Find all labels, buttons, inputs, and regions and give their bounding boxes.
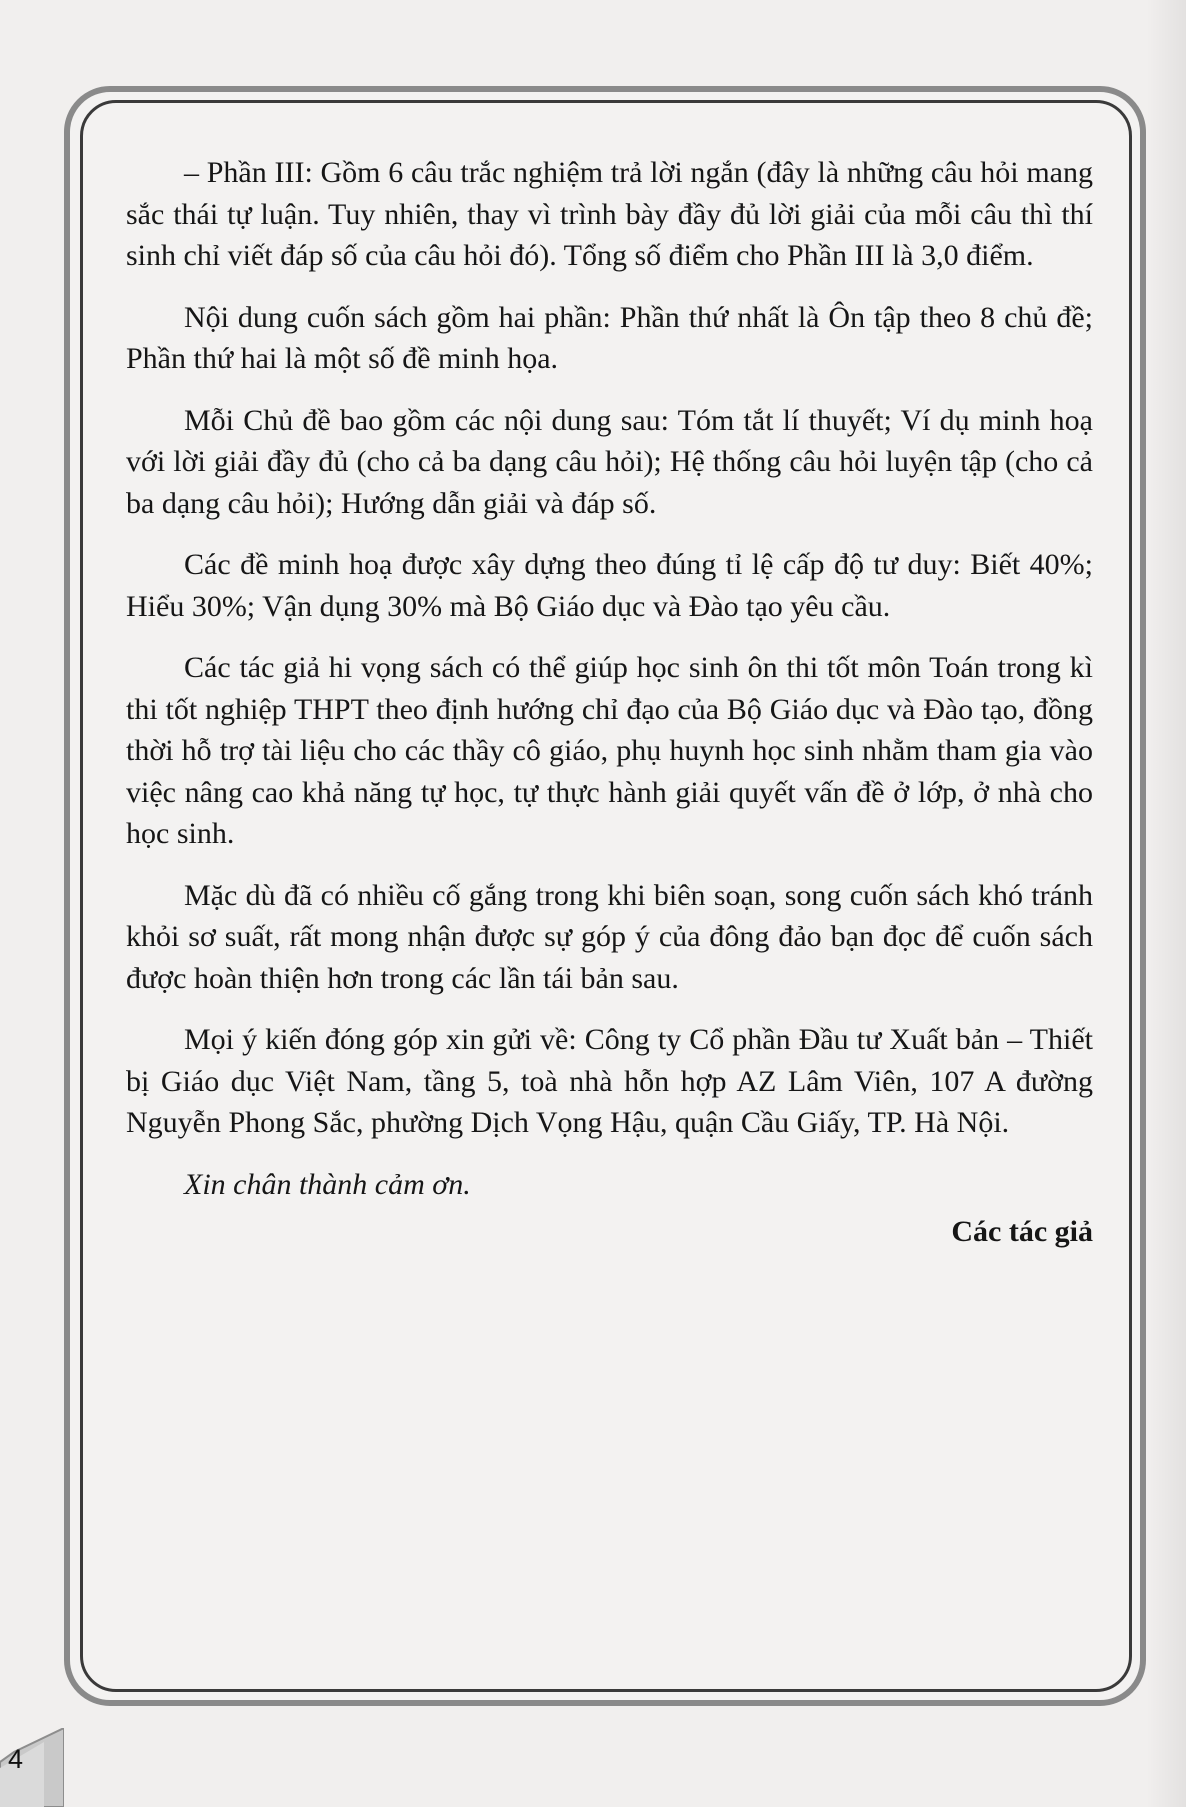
paragraph-authors-hope: Các tác giả hi vọng sách có thể giúp học sinh ôn thi tốt môn Toán trong kì thi tốt nghiệp THPT theo định hướng chỉ đạo của Bộ Giáo dục và Đào tạo, đồng thời hỗ trợ tài liệu cho các thầy cô giáo, phụ huynh học sinh nhằm tham gia vào việc nâng cao khả năng tự học, tự thực hành giải quyết vấn đề ở lớp, ở nhà cho học sinh. (126, 651, 1093, 850)
page-number: 4 (8, 1744, 24, 1774)
paragraph-sample-tests: Các đề minh hoạ được xây dựng theo đúng tỉ lệ cấp độ tư duy: Biết 40%; Hiểu 30%; Vận dụng 30% mà Bộ Giáo dục và Đào tạo yêu cầu. (126, 548, 1093, 623)
authors-signature: Các tác giả (951, 1215, 1093, 1248)
paragraph-feedback-request: Mặc dù đã có nhiều cố gắng trong khi biên soạn, song cuốn sách khó tránh khỏi sơ suất, rất mong nhận được sự góp ý của đông đảo bạn đọc để cuốn sách được hoàn thiện hơn trong các lần tái bản sau. (126, 878, 1093, 995)
paragraph-contact-address: Mọi ý kiến đóng góp xin gửi về: Công ty Cổ phần Đầu tư Xuất bản – Thiết bị Giáo dục Việt Nam, tầng 5, toà nhà hỗn hợp AZ Lâm Viên, 107 A đường Nguyễn Phong Sắc, phường Dịch Vọng Hậu, quận Cầu Giấy, TP. Hà Nội. (126, 1023, 1093, 1139)
paragraph-topic-contents: Mỗi Chủ đề bao gồm các nội dung sau: Tóm tắt lí thuyết; Ví dụ minh hoạ với lời giải đầy đủ (cho cả ba dạng câu hỏi); Hệ thống câu hỏi luyện tập (cho cả ba dạng câu hỏi); Hướng dẫn giải và đáp số. (126, 403, 1093, 520)
page-body (126, 152, 1093, 1253)
page-edge-shadow (1146, 0, 1186, 1807)
closing-thanks: Xin chân thành cảm ơn. (184, 1167, 471, 1201)
paragraph-book-contents: Nội dung cuốn sách gồm hai phần: Phần thứ nhất là Ôn tập theo 8 chủ đề; Phần thứ hai là một số đề minh họa. (126, 300, 1093, 375)
paragraph-part-three: – Phần III: Gồm 6 câu trắc nghiệm trả lời ngắn (đây là những câu hỏi mang sắc thái tự luận. Tuy nhiên, thay vì trình bày đầy đủ lời giải của mỗi câu thì thí sinh chỉ viết đáp số của câu hỏi đó). Tổng số điểm cho Phần III là 3,0 điểm. (126, 156, 1093, 272)
